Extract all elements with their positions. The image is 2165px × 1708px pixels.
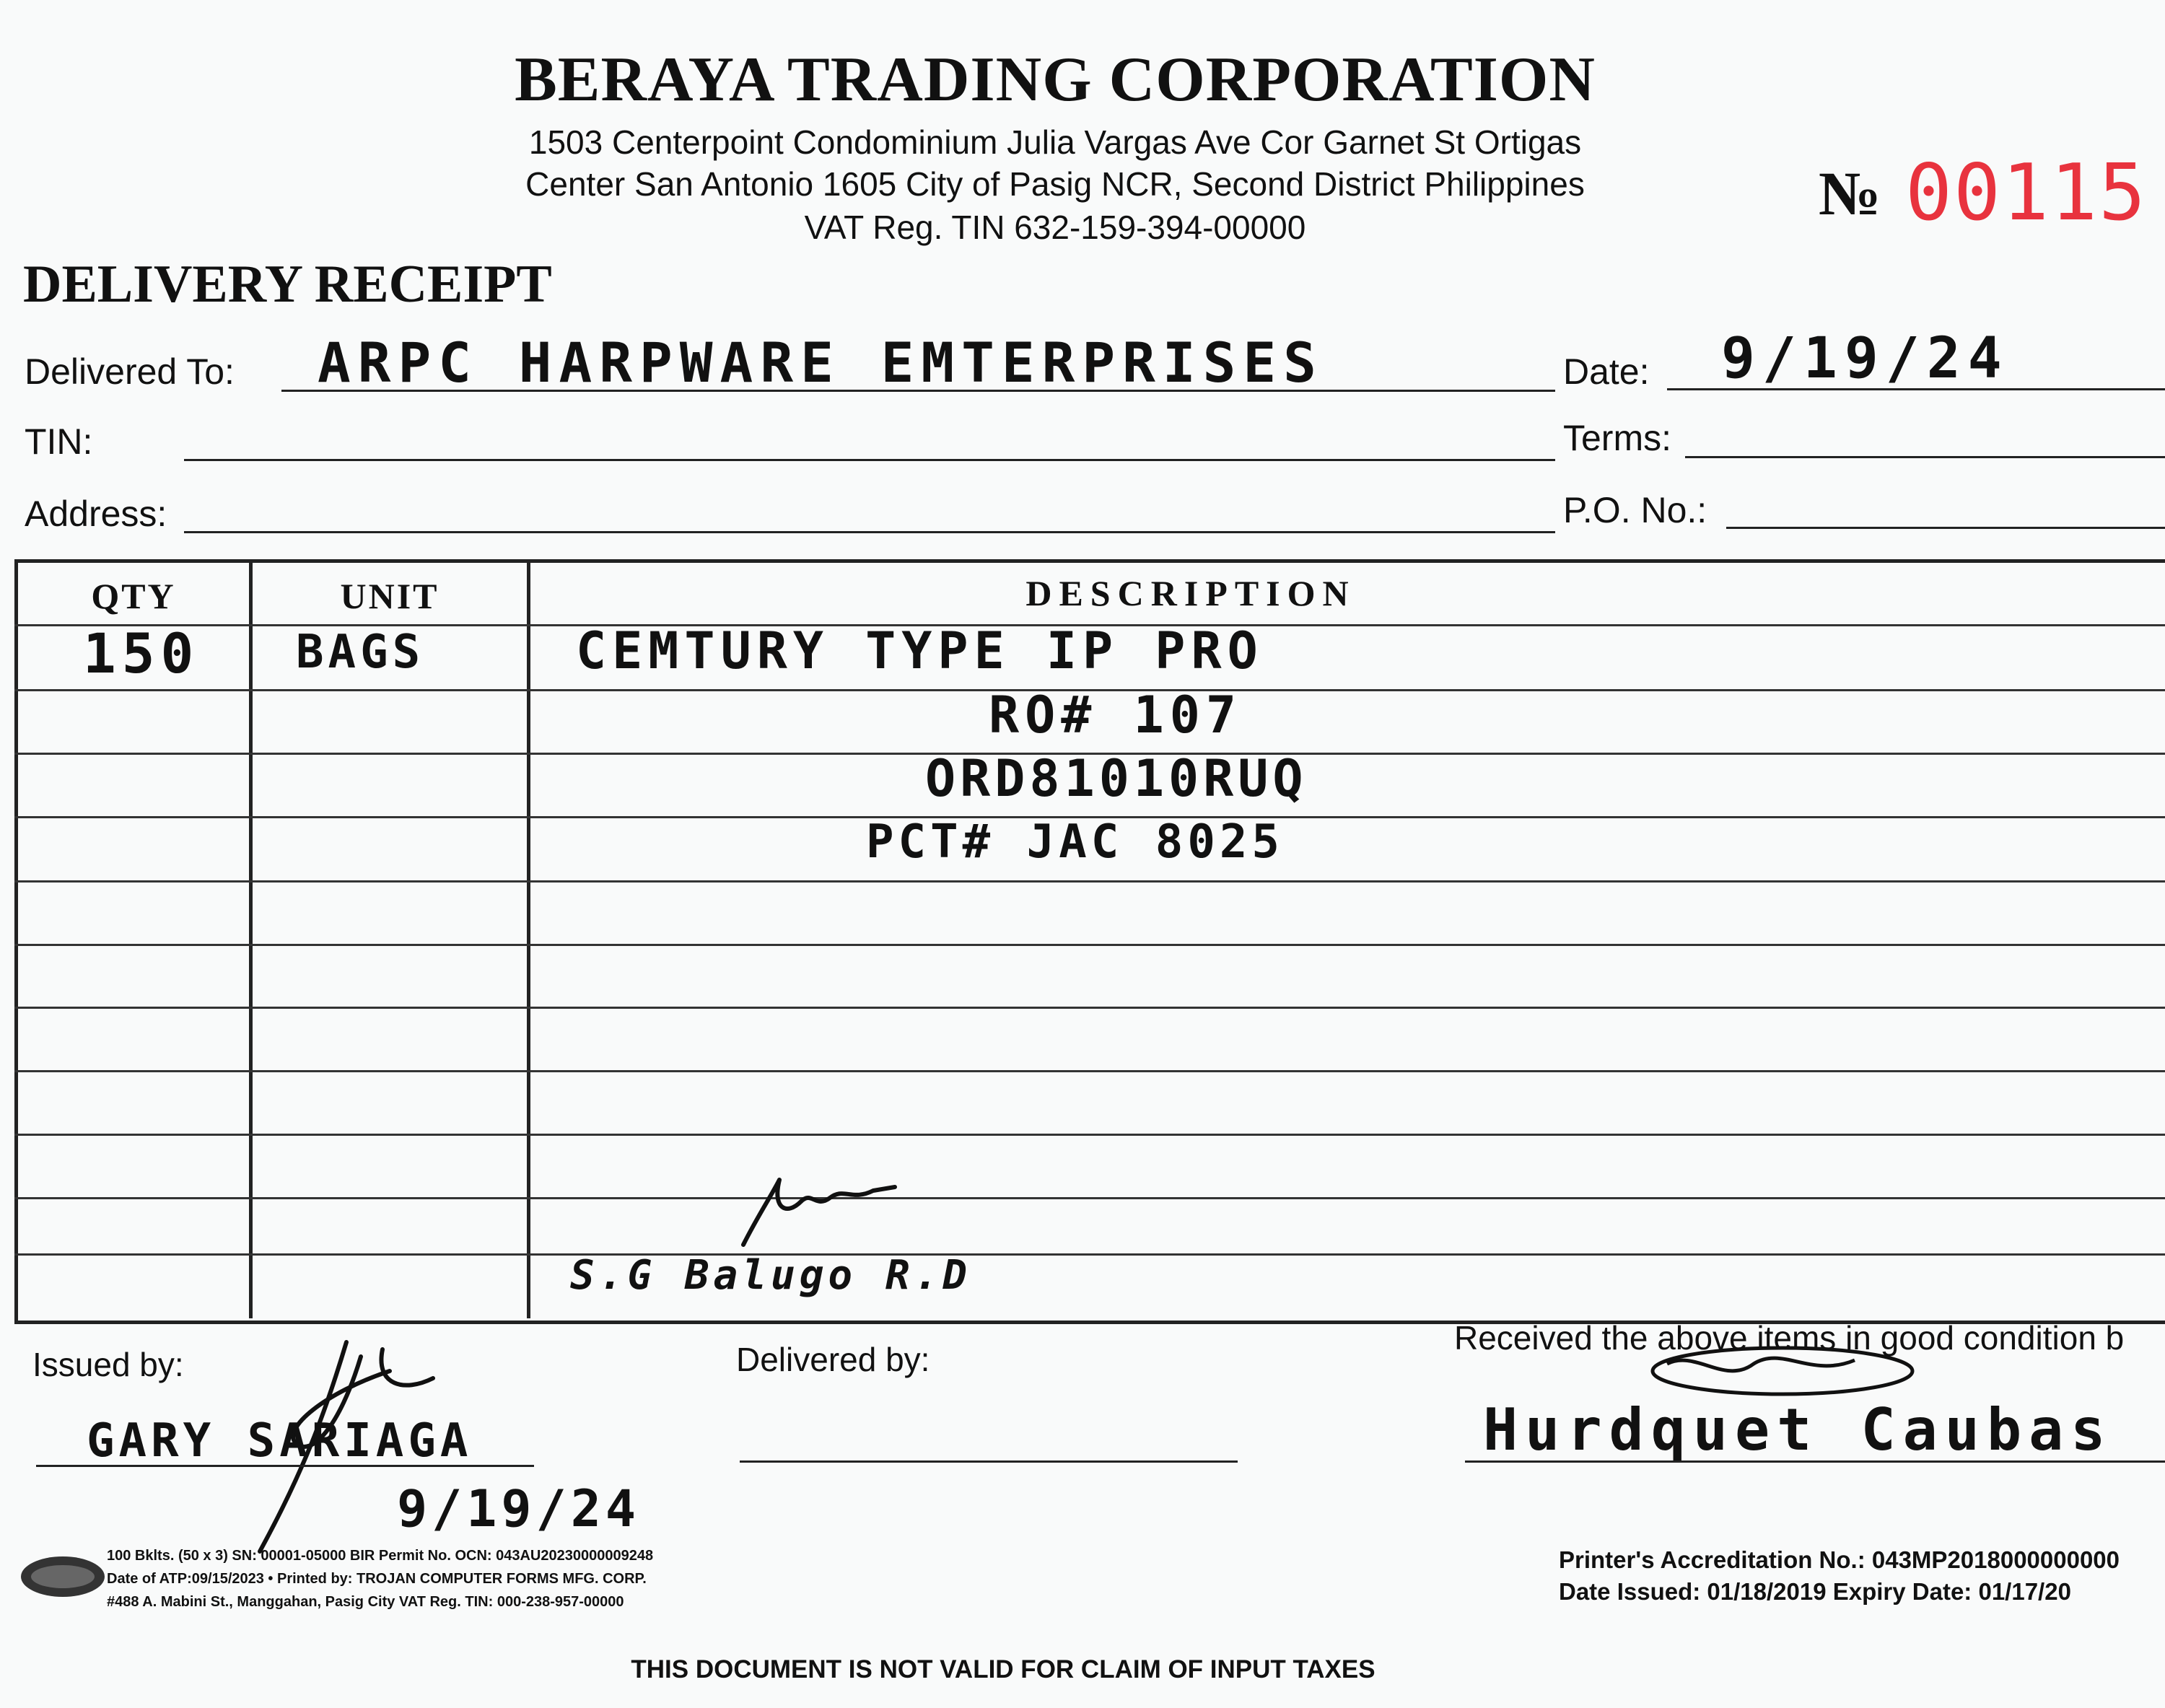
- received-statement: Received the above items in good condition b: [1454, 1319, 2125, 1357]
- issued-by-label: Issued by:: [32, 1346, 184, 1383]
- column-header-qty: QTY: [91, 576, 176, 616]
- printer-info-line3: #488 A. Mabini St., Manggahan, Pasig City VAT Reg. TIN: 000-238-957-00000: [107, 1594, 624, 1610]
- company-vat-reg: VAT Reg. TIN 632-159-394-00000: [804, 209, 1306, 246]
- company-address-line1: 1503 Centerpoint Condominium Julia Vargas Ave Cor Garnet St Ortigas: [528, 123, 1582, 161]
- row4-description: PCT# JAC 8025: [866, 815, 1284, 869]
- qty-unit-divider: [249, 559, 253, 1318]
- accreditation-number: Printer's Accreditation No.: 043MP2018000000000: [1559, 1546, 2120, 1573]
- printer-info-line1: 100 Bklts. (50 x 3) SN: 00001-05000 BIR Permit No. OCN: 043AU20230000009248: [107, 1548, 654, 1564]
- receipt-number-label: №: [1819, 159, 1881, 228]
- issued-by-date: 9/19/24: [397, 1479, 641, 1538]
- address-label: Address:: [25, 494, 167, 534]
- printer-info-line2: Date of ATP:09/15/2023 • Printed by: TROJAN COMPUTER FORMS MFG. CORP.: [107, 1571, 647, 1587]
- items-table: [14, 559, 2165, 1318]
- delivered-by-label: Delivered by:: [736, 1341, 930, 1378]
- accreditation-dates: Date Issued: 01/18/2019 Expiry Date: 01/17/20: [1559, 1578, 2071, 1605]
- table-row-divider: [14, 880, 2165, 883]
- unit-description-divider: [527, 559, 530, 1318]
- column-header-description: DESCRIPTION: [1025, 573, 1356, 613]
- table-row-divider: [14, 944, 2165, 946]
- delivered-by-line: [740, 1460, 1238, 1463]
- row1-description: CEMTURY TYPE IP PRO: [576, 621, 1264, 680]
- tin-label: TIN:: [25, 421, 93, 462]
- table-row-divider: [14, 1253, 2165, 1256]
- date-value: 9/19/24: [1721, 326, 2009, 391]
- issued-by-name: GARY SARIAGA: [87, 1414, 473, 1468]
- company-address-line2: Center San Antonio 1605 City of Pasig NCR, Second District Philippines: [525, 165, 1585, 203]
- po-line: [1726, 527, 2165, 529]
- issued-by-line: [36, 1465, 534, 1467]
- table-row-divider: [14, 1007, 2165, 1009]
- terms-label: Terms:: [1563, 418, 1671, 458]
- company-name: BERAYA TRADING CORPORATION: [515, 45, 1596, 115]
- date-label: Date:: [1563, 351, 1650, 392]
- row2-description: RO# 107: [989, 686, 1243, 745]
- table-row-divider: [14, 1197, 2165, 1199]
- terms-line: [1685, 456, 2165, 458]
- address-line: [184, 531, 1555, 533]
- printer-logo: [18, 1551, 108, 1602]
- tin-line: [184, 459, 1555, 461]
- received-by-line: [1465, 1460, 2165, 1463]
- delivered-to-label: Delivered To:: [25, 351, 235, 392]
- column-header-unit: UNIT: [340, 576, 439, 616]
- table-row-divider: [14, 1134, 2165, 1136]
- checker-signature-note: S.G Balugo R.D: [570, 1252, 972, 1299]
- delivered-to-value: ARPC HARPWARE EMTERPRISES: [318, 330, 1324, 395]
- row1-qty: 150: [83, 621, 200, 686]
- checker-signature-scribble: [729, 1165, 902, 1259]
- row3-description: ORD81010RUQ: [925, 749, 1308, 808]
- disclaimer: THIS DOCUMENT IS NOT VALID FOR CLAIM OF INPUT TAXES: [631, 1655, 1375, 1683]
- receipt-number: 00115: [1905, 148, 2148, 238]
- printer-accreditation: [1559, 1544, 2120, 1608]
- document-title: DELIVERY RECEIPT: [23, 255, 552, 314]
- printer-info: [107, 1544, 653, 1613]
- table-row-divider: [14, 1070, 2165, 1072]
- po-label: P.O. No.:: [1563, 490, 1707, 530]
- row1-unit: BAGS: [296, 626, 425, 679]
- received-by-name: Hurdquet Caubas: [1483, 1396, 2113, 1463]
